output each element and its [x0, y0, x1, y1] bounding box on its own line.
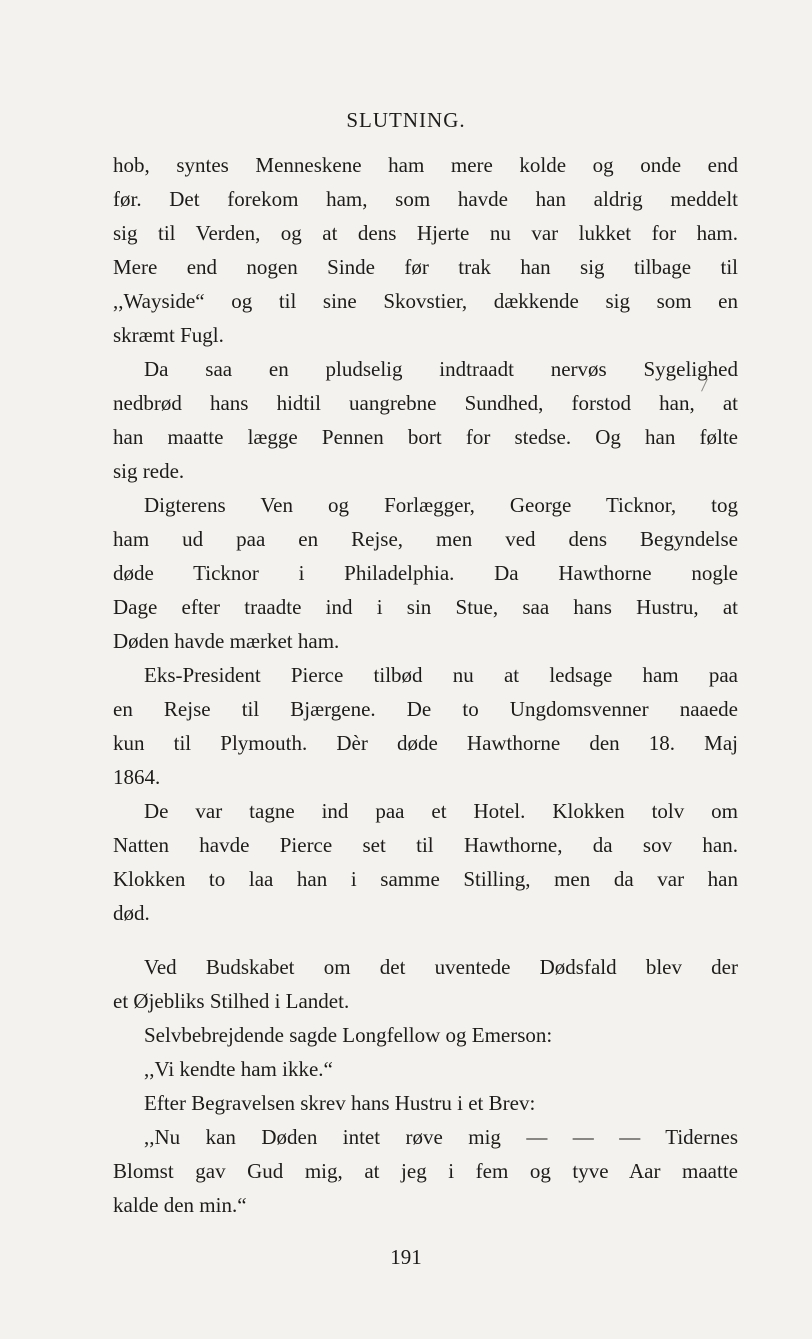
- text-line: Selvbebrejdende sagde Longfellow og Emerson:: [144, 1023, 553, 1047]
- text-line: Efter Begravelsen skrev hans Hustru i et Brev:: [144, 1091, 536, 1115]
- text-line: De var tagne ind paa et Hotel. Klokken tolv om: [144, 799, 738, 823]
- text-line: et Øjebliks Stilhed i Landet.: [113, 989, 350, 1013]
- text-line: Digterens Ven og Forlægger, George Ticknor, tog: [144, 493, 738, 517]
- text-line: Døden havde mærket ham.: [113, 629, 340, 653]
- page-number: 191: [390, 1245, 422, 1269]
- text-line: Dage efter traadte ind i sin Stue, saa hans Hustru, at: [113, 595, 738, 619]
- text-line: Mere end nogen Sinde før trak han sig tilbage til: [113, 255, 738, 279]
- text-line: døde Ticknor i Philadelphia. Da Hawthorne nogle: [113, 561, 738, 585]
- text-line: sig til Verden, og at dens Hjerte nu var lukket for ham.: [113, 221, 738, 245]
- text-line: han maatte lægge Pennen bort for stedse. Og han følte: [113, 425, 738, 449]
- running-header: SLUTNING.: [346, 108, 466, 132]
- text-line: Klokken to laa han i samme Stilling, men da var han: [113, 867, 738, 891]
- text-line: en Rejse til Bjærgene. De to Ungdomsvenner naaede: [113, 697, 738, 721]
- text-line: hob, syntes Menneskene ham mere kolde og onde end: [113, 153, 738, 177]
- text-line: nedbrød hans hidtil uangrebne Sundhed, forstod han, at: [113, 391, 738, 415]
- text-line: kun til Plymouth. Dèr døde Hawthorne den 18. Maj: [113, 731, 738, 755]
- text-line: kalde den min.“: [113, 1193, 247, 1217]
- text-line: ,,Wayside“ og til sine Skovstier, dækkende sig som en: [113, 289, 738, 313]
- text-line: Blomst gav Gud mig, at jeg i fem og tyve Aar maatte: [113, 1159, 738, 1183]
- text-line: sig rede.: [113, 459, 185, 483]
- text-line: skræmt Fugl.: [113, 323, 224, 347]
- text-line: død.: [113, 901, 150, 925]
- text-line: Da saa en pludselig indtraadt nervøs Sygelighed: [144, 357, 738, 381]
- text-line: Eks-President Pierce tilbød nu at ledsage ham paa: [144, 663, 738, 687]
- text-line: ,,Nu kan Døden intet røve mig — — — Tidernes: [144, 1125, 738, 1149]
- text-line: Natten havde Pierce set til Hawthorne, da sov han.: [113, 833, 738, 857]
- text-line: Ved Budskabet om det uventede Dødsfald blev der: [144, 955, 738, 979]
- text-line: ham ud paa en Rejse, men ved dens Begyndelse: [113, 527, 738, 551]
- text-line: ,,Vi kendte ham ikke.“: [144, 1057, 333, 1081]
- text-line: 1864.: [113, 765, 161, 789]
- text-line: før. Det forekom ham, som havde han aldrig meddelt: [113, 187, 738, 211]
